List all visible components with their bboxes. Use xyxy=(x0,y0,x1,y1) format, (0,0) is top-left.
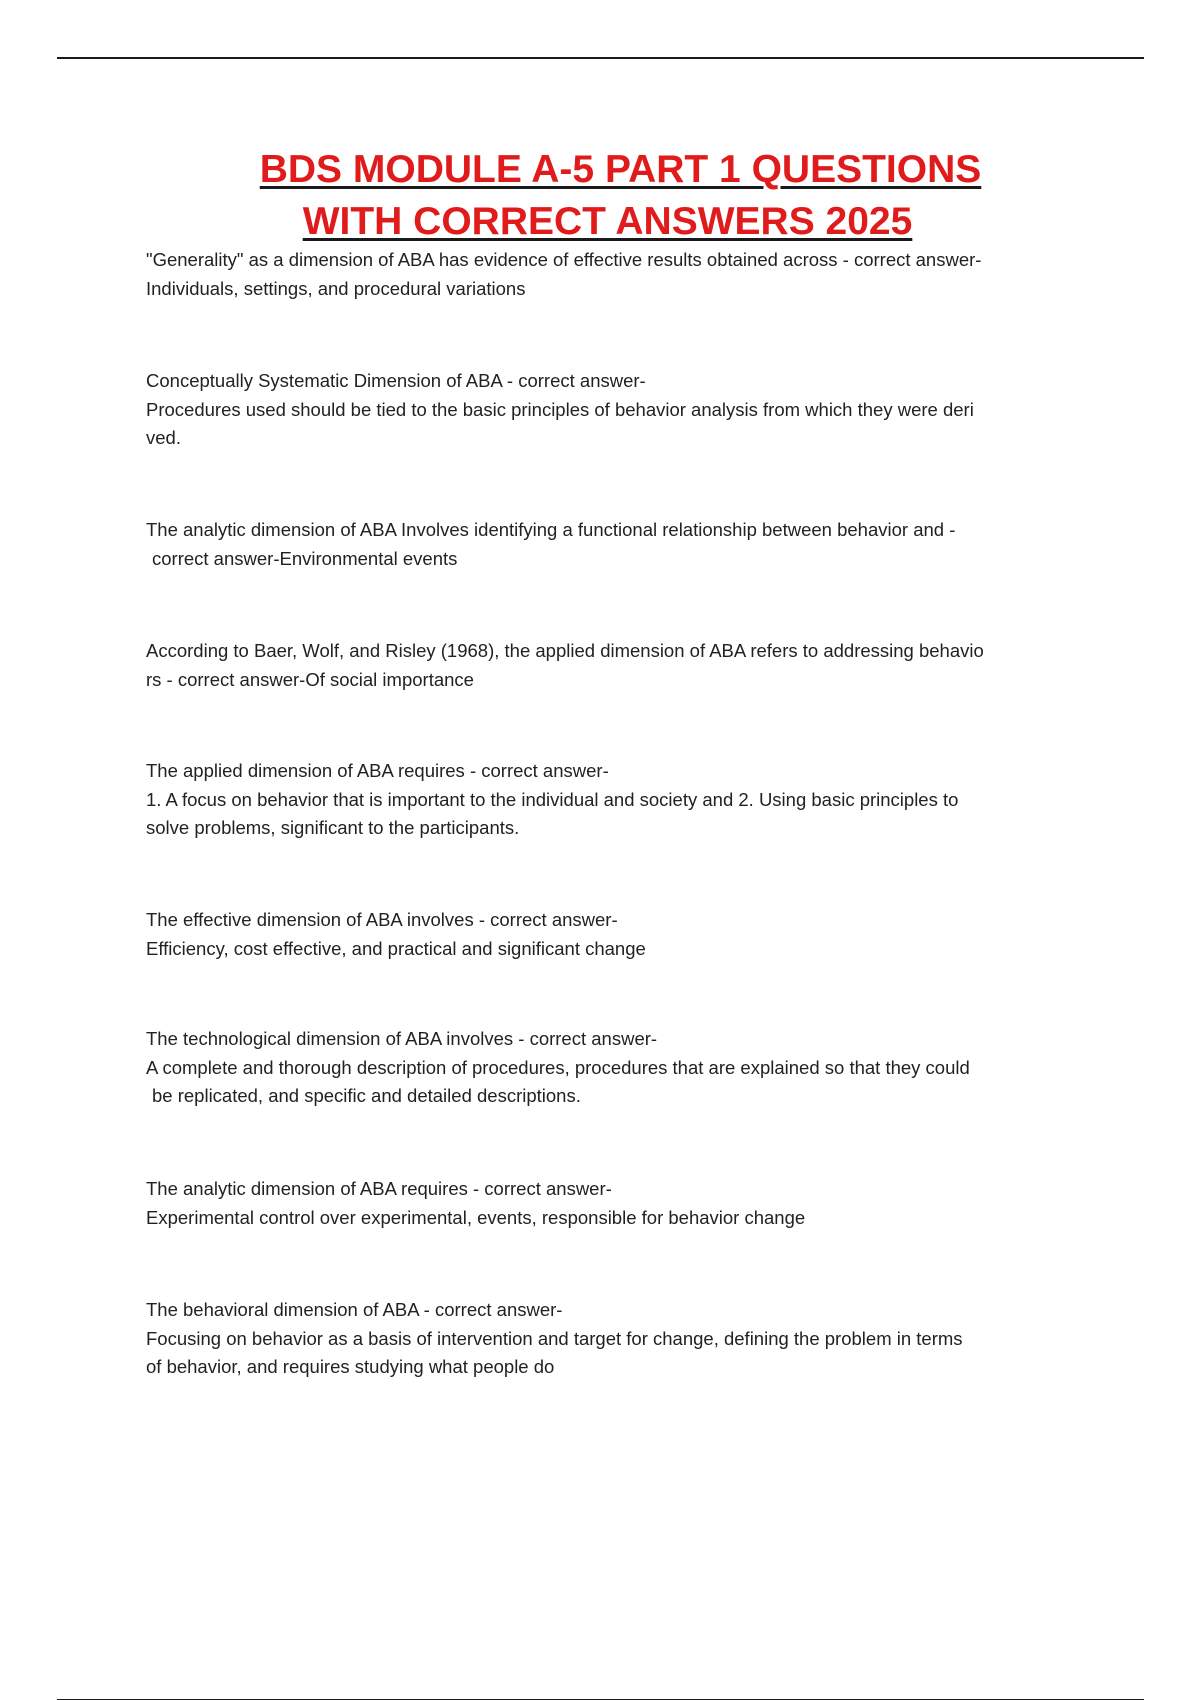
answer-text: correct answer-Environmental events xyxy=(152,547,458,569)
document-title xyxy=(140,144,1075,248)
qa-entry xyxy=(146,906,1071,963)
answer-text: 1. A focus on behavior that is important to the individual and society and 2. Using basic principles to xyxy=(146,788,959,810)
qa-entry xyxy=(146,1025,1071,1111)
qa-entry xyxy=(146,1175,1071,1232)
question-text: The behavioral dimension of ABA - correct answer- xyxy=(146,1299,563,1320)
qa-entry xyxy=(146,246,1071,303)
title-line-1: BDS MODULE A-5 PART 1 QUESTIONS xyxy=(259,148,982,191)
answer-text: of behavior, and requires studying what people do xyxy=(146,1356,555,1377)
answer-text: ved. xyxy=(146,427,181,448)
question-text: According to Baer, Wolf, and Risley (1968), the applied dimension of ABA refers to addressing behavio xyxy=(146,640,984,661)
answer-text: Focusing on behavior as a basis of intervention and target for change, defining the problem in terms xyxy=(146,1327,963,1349)
question-text: Conceptually Systematic Dimension of ABA - correct answer- xyxy=(146,370,646,391)
question-text: "Generality" as a dimension of ABA has evidence of effective results obtained across - correct answer- xyxy=(146,249,982,270)
qa-entry xyxy=(146,757,1071,843)
answer-text: rs - correct answer-Of social importance xyxy=(146,668,474,690)
question-text: The analytic dimension of ABA Involves identifying a functional relationship between behavior and - xyxy=(146,519,956,540)
question-text: The technological dimension of ABA involves - correct answer- xyxy=(146,1028,658,1049)
top-rule xyxy=(57,57,1144,59)
answer-text: A complete and thorough description of procedures, procedures that are explained so that they could xyxy=(146,1056,970,1078)
qa-entry xyxy=(146,637,1071,694)
qa-entry xyxy=(146,1296,1071,1382)
answer-text: Individuals, settings, and procedural variations xyxy=(146,277,526,299)
question-text: The effective dimension of ABA involves - correct answer- xyxy=(146,909,618,930)
answer-text: Experimental control over experimental, events, responsible for behavior change xyxy=(146,1206,806,1228)
qa-entry xyxy=(146,516,1071,573)
answer-text: be replicated, and specific and detailed descriptions. xyxy=(152,1085,581,1106)
question-text: The analytic dimension of ABA requires - correct answer- xyxy=(146,1178,612,1199)
title-line-2: WITH CORRECT ANSWERS 2025 xyxy=(302,200,913,243)
answer-text: Procedures used should be tied to the basic principles of behavior analysis from which they were deri xyxy=(146,398,974,420)
answer-text: solve problems, significant to the participants. xyxy=(146,817,520,838)
question-text: The applied dimension of ABA requires - correct answer- xyxy=(146,760,609,781)
answer-text: Efficiency, cost effective, and practical and significant change xyxy=(146,937,646,959)
qa-entry xyxy=(146,367,1071,453)
